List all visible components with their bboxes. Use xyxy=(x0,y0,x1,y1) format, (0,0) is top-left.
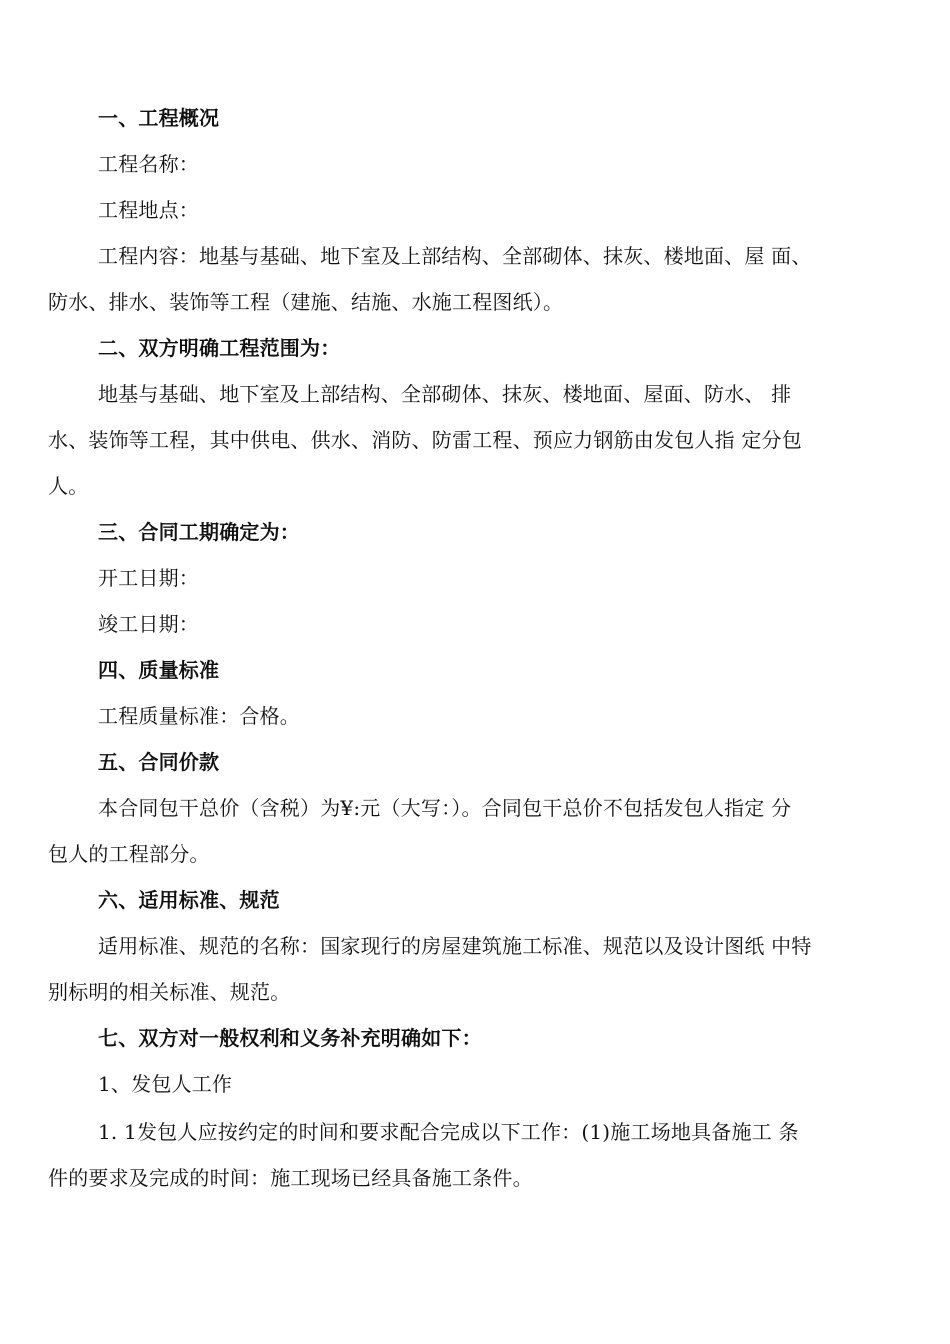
price-line-1: 本合同包干总价（含税）为¥:元（大写：）。合同包干总价不包括发包人指定 分 xyxy=(98,796,792,820)
quality-standard-line: 工程质量标准：合格。 xyxy=(98,704,300,728)
standards-line-2: 别标明的相关标准、规范。 xyxy=(48,980,291,1004)
section-1-heading: 一、工程概况 xyxy=(98,106,220,130)
price-line-2: 包人的工程部分。 xyxy=(48,842,210,866)
project-content-line-1: 工程内容：地基与基础、地下室及上部结构、全部砌体、抹灰、楼地面、屋 面、 xyxy=(98,244,812,268)
start-date-line: 开工日期： xyxy=(98,566,199,590)
project-content-line-2: 防水、排水、装饰等工程（建施、结施、水施工程图纸）。 xyxy=(48,290,564,314)
section-5-heading: 五、合同价款 xyxy=(98,750,220,774)
project-location-line: 工程地点： xyxy=(98,198,199,222)
section-3-heading: 三、合同工期确定为： xyxy=(98,520,300,544)
section-2-heading: 二、双方明确工程范围为： xyxy=(98,336,341,360)
scope-line-3: 人。 xyxy=(48,474,89,498)
scope-line-1: 地基与基础、地下室及上部结构、全部砌体、抹灰、楼地面、屋面、防水、 排 xyxy=(98,382,792,406)
section-6-heading: 六、适用标准、规范 xyxy=(98,888,280,912)
section-7-heading: 七、双方对一般权利和义务补充明确如下： xyxy=(98,1026,482,1050)
employer-work-line-2: 件的要求及完成的时间：施工现场已经具备施工条件。 xyxy=(48,1166,533,1190)
standards-line-1: 适用标准、规范的名称：国家现行的房屋建筑施工标准、规范以及设计图纸 中特 xyxy=(98,934,812,958)
project-name-line: 工程名称： xyxy=(98,152,199,176)
employer-work-line-1: 1. 1发包人应按约定的时间和要求配合完成以下工作：(1)施工场地具备施工 条 xyxy=(98,1120,799,1144)
scope-line-2: 水、装饰等工程，其中供电、供水、消防、防雷工程、预应力钢筋由发包人指 定分包 xyxy=(48,428,802,452)
completion-date-line: 竣工日期： xyxy=(98,612,199,636)
section-4-heading: 四、质量标准 xyxy=(98,658,220,682)
employer-work-subheading: 1、发包人工作 xyxy=(98,1072,233,1096)
